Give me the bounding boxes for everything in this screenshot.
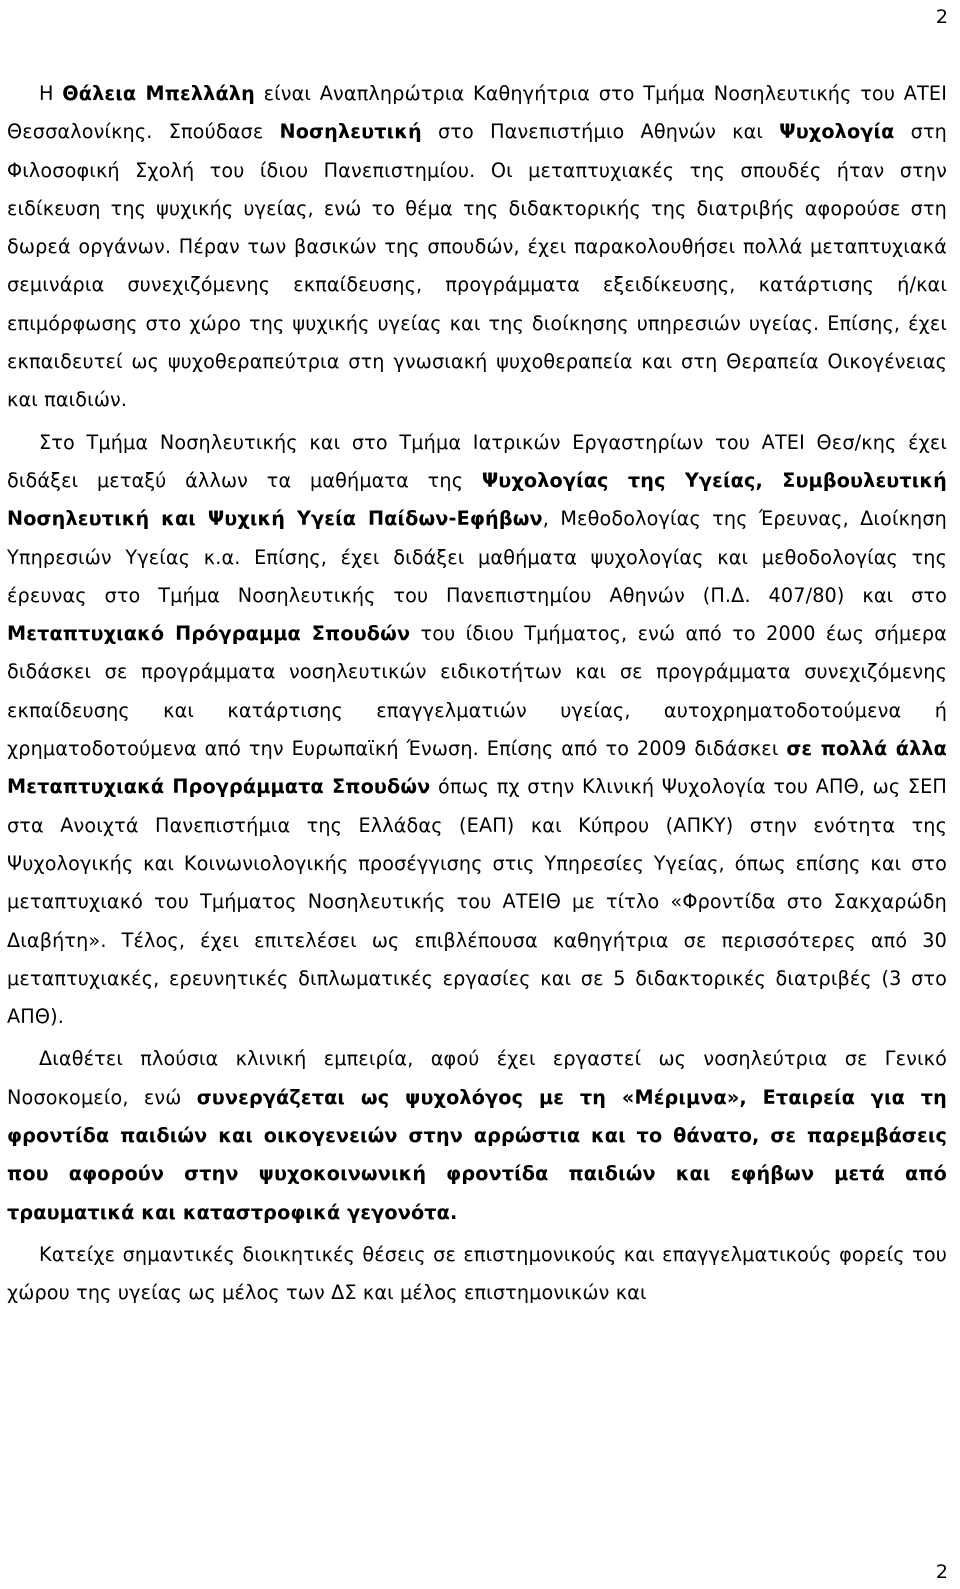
- text-run: , Μεθοδολογίας της Έρευνας, Διοίκηση Υπηρεσιών Υγείας κ.α. Επίσης, έχει διδάξει μαθήματα ψυχολογίας και μεθοδολογίας της έρευνας στο Τμήμα Νοσηλευτικής του Πανεπιστημίου Αθηνών (Π.Δ. 407/80) και στο: [7, 507, 947, 607]
- paragraph-teaching: [7, 424, 947, 1037]
- page-number-top: 2: [935, 6, 948, 28]
- bold-run: Θάλεια Μπελλάλη: [62, 82, 255, 105]
- document-body: [7, 75, 947, 1317]
- text-run: όπως πχ στην Κλινική Ψυχολογία του ΑΠΘ, ως ΣΕΠ στα Ανοιχτά Πανεπιστήμια της Ελλάδας (ΕΑΠ) και Κύπρου (ΑΠΚΥ) στην ενότητα της Ψυχολογικής και Κοινωνιολογικής προσέγγισης στις Υπηρεσίες Υγείας, όπως επίσης και στο μεταπτυχιακό του Τμήματος Νοσηλευτικής του ΑΤΕΙΘ με τίτλο «Φροντίδα στο Σακχαρώδη Διαβήτη». Τέλος, έχει επιτελέσει ως επιβλέπουσα καθηγήτρια σε περισσότερες από 30 μεταπτυχιακές, ερευνητικές διπλωματικές εργασίες και σε 5 διδακτορικές διατριβές (3 στο ΑΠΘ).: [7, 775, 947, 1029]
- text-run: Διαθέτει πλούσια κλινική εμπειρία, αφού έχει εργαστεί ως νοσηλεύτρια σε Γενικό Νοσοκομείο, ενώ: [7, 1047, 947, 1109]
- bold-run: Ψυχολογίας της Υγείας, Συμβουλευτική Νοσηλευτική και Ψυχική Υγεία Παίδων-Εφήβων: [7, 468, 947, 531]
- bold-run: σε πολλά άλλα Μεταπτυχιακά Προγράμματα Σπουδών: [7, 737, 947, 799]
- text-run: στη Φιλοσοφική Σχολή του ίδιου Πανεπιστημίου. Οι μεταπτυχιακές της σπουδές ήταν στην ειδίκευση της ψυχικής υγείας, ενώ το θέμα της διδακτορικής της διατριβής αφορούσε στη δωρεά οργάνων. Πέραν των βασικών της σπουδών, έχει παρακολουθήσει πολλά μεταπτυχιακά σεμινάρια συνεχιζόμενης εκπαίδευσης, προγράμματα εξειδίκευσης, κατάρτισης ή/και επιμόρφωσης στο χώρο της ψυχικής υγείας και της διοίκησης υπηρεσιών υγείας. Επίσης, έχει εκπαιδευτεί ως ψυχοθεραπεύτρια στη γνωσιακή ψυχοθεραπεία και στη Θεραπεία Οικογένειας και παιδιών.: [7, 120, 947, 412]
- paragraph-administrative: [7, 1236, 947, 1313]
- text-run: Η: [39, 82, 63, 105]
- text-run: είναι Αναπληρώτρια Καθηγήτρια στο Τμήμα Νοσηλευτικής του ΑΤΕΙ Θεσσαλονίκης. Σπούδασε: [7, 82, 948, 144]
- text-run: στο Πανεπιστήμιο Αθηνών και: [421, 120, 780, 144]
- bold-run: Νοσηλευτική: [279, 120, 422, 144]
- bold-run: Ψυχολογία: [779, 120, 895, 144]
- paragraph-bio-education: [7, 75, 947, 420]
- paragraph-clinical-experience: [7, 1040, 947, 1231]
- bold-run: Μεταπτυχιακό Πρόγραμμα Σπουδών: [7, 622, 411, 646]
- text-run: του ίδιου Τμήματος, ενώ από το 2000 έως σήμερα διδάσκει σε προγράμματα νοσηλευτικών ειδικοτήτων και σε προγράμματα συνεχιζόμενης εκπαίδευσης και κατάρτισης επαγγελματιών υγείας, αυτοχρηματοδοτούμενα ή χρηματοδοτούμενα από την Ευρωπαϊκή Ένωση. Επίσης από το 2009 διδάσκει: [7, 622, 947, 761]
- page-number-bottom: 2: [935, 1561, 948, 1583]
- text-run: Κατείχε σημαντικές διοικητικές θέσεις σε επιστημονικούς και επαγγελματικούς φορείς του χώρου της υγείας ως μέλος των ΔΣ και μέλος επιστημονικών και: [7, 1242, 947, 1305]
- text-run: Στο Τμήμα Νοσηλευτικής και στο Τμήμα Ιατρικών Εργαστηρίων του ΑΤΕΙ Θεσ/κης έχει διδάξει μεταξύ άλλων τα μαθήματα της: [7, 430, 947, 492]
- bold-run: συνεργάζεται ως ψυχολόγος με τη «Μέριμνα», Εταιρεία για τη φροντίδα παιδιών και οικογενειών στην αρρώστια και το θάνατο, σε παρεμβάσεις που αφορούν στην ψυχοκοινωνική φροντίδα παιδιών και εφήβων μετά από τραυματικά και καταστροφικά γεγονότα.: [7, 1085, 947, 1224]
